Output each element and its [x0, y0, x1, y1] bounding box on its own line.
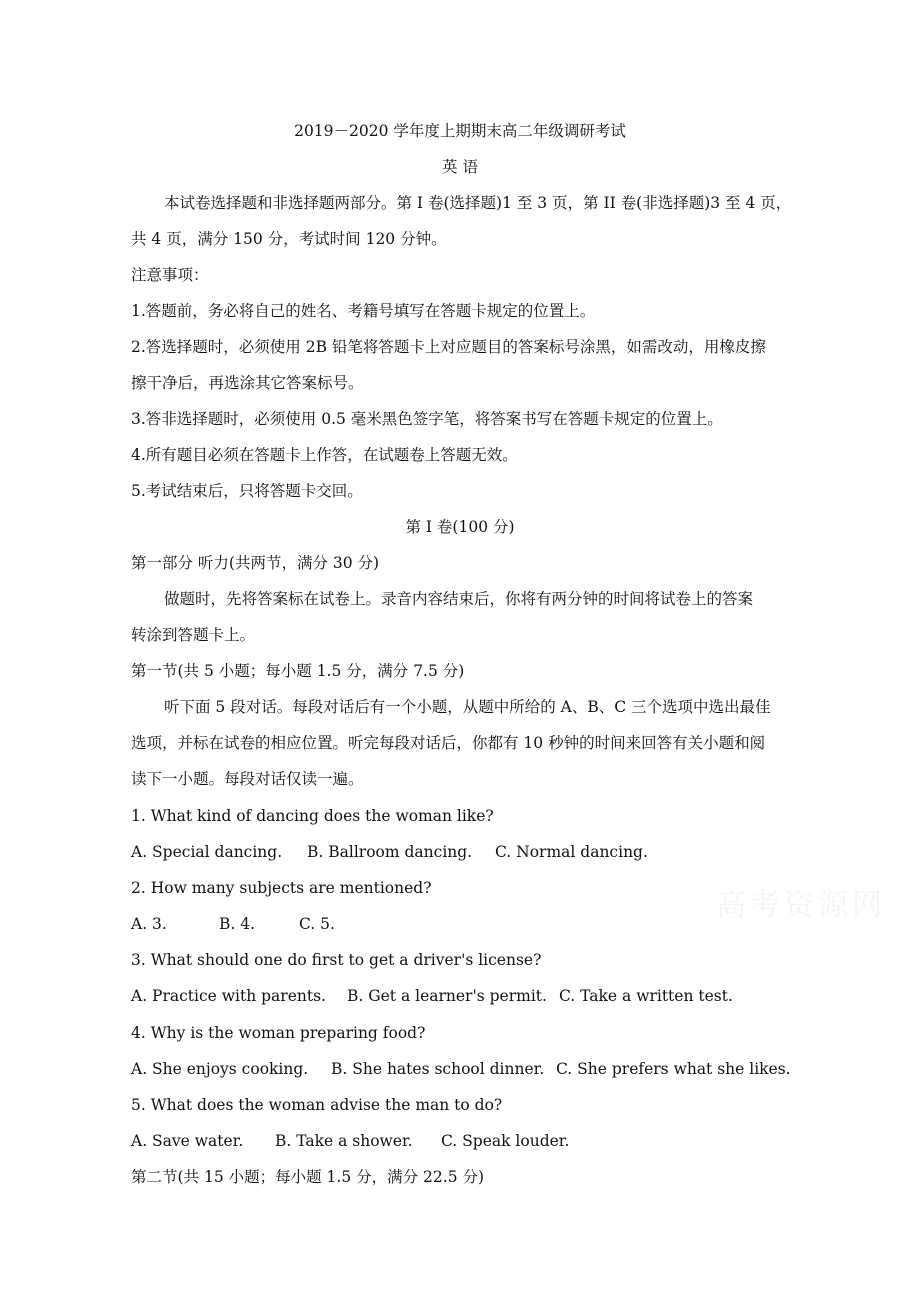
question-2-option-a: A. 3.: [131, 915, 167, 933]
question-2-option-c: C. 5.: [299, 915, 335, 933]
note-2-line-1: 2.答选择题时，必须使用 2B 铅笔将答题卡上对应题目的答案标号涂黑，如需改动，用橡皮擦: [131, 338, 766, 356]
note-1: 1.答题前，务必将自己的姓名、考籍号填写在答题卡规定的位置上。: [131, 302, 596, 320]
question-3: 3. What should one do first to get a driver's license?: [131, 951, 542, 969]
part-1-heading: 第一部分 听力(共两节，满分 30 分): [131, 554, 380, 572]
intro-line-1: 本试卷选择题和非选择题两部分。第 I 卷(选择题)1 至 3 页，第 II 卷(非选择题)3 至 4 页，: [164, 194, 792, 212]
question-5-option-c: C. Speak louder.: [441, 1132, 570, 1150]
question-1: 1. What kind of dancing does the woman like?: [131, 807, 494, 825]
part-1-instruction-2: 转涂到答题卡上。: [131, 626, 256, 644]
section-1-heading: 第一节(共 5 小题；每小题 1.5 分，满分 7.5 分): [131, 662, 465, 680]
subject-title: 英 语: [442, 158, 478, 176]
watermark: 高考资源网: [716, 888, 886, 923]
question-2: 2. How many subjects are mentioned?: [131, 879, 432, 897]
section-2-heading: 第二节(共 15 小题；每小题 1.5 分，满分 22.5 分): [131, 1168, 485, 1186]
question-4-option-c: C. She prefers what she likes.: [556, 1060, 791, 1078]
question-3-option-a: A. Practice with parents.: [131, 987, 326, 1005]
question-4-option-a: A. She enjoys cooking.: [131, 1060, 309, 1078]
question-3-option-b: B. Get a learner's permit.: [347, 987, 547, 1005]
note-2-line-2: 擦干净后，再选涂其它答案标号。: [131, 374, 364, 392]
question-5: 5. What does the woman advise the man to do?: [131, 1096, 503, 1114]
question-4-option-b: B. She hates school dinner.: [331, 1060, 545, 1078]
exam-title: 2019－2020 学年度上期期末高二年级调研考试: [294, 122, 626, 140]
intro-line-2: 共 4 页，满分 150 分，考试时间 120 分钟。: [131, 230, 447, 248]
section-1-instruction-3: 读下一小题。每段对话仅读一遍。: [131, 770, 364, 788]
question-2-option-b: B. 4.: [219, 915, 256, 933]
note-4: 4.所有题目必须在答题卡上作答，在试题卷上答题无效。: [131, 446, 518, 464]
question-1-option-b: B. Ballroom dancing.: [307, 843, 473, 861]
question-1-option-a: A. Special dancing.: [131, 843, 283, 861]
question-3-option-c: C. Take a written test.: [559, 987, 733, 1005]
question-5-option-a: A. Save water.: [131, 1132, 244, 1150]
notes-heading: 注意事项：: [131, 266, 209, 284]
section-1-instruction-2: 选项，并标在试卷的相应位置。听完每段对话后，你都有 10 秒钟的时间来回答有关小题和阅: [131, 734, 766, 752]
question-4: 4. Why is the woman preparing food?: [131, 1024, 426, 1042]
section-1-instruction-1: 听下面 5 段对话。每段对话后有一个小题，从题中所给的 A、B、C 三个选项中选出最佳: [164, 698, 771, 716]
volume-1-title: 第 I 卷(100 分): [405, 518, 515, 536]
part-1-instruction-1: 做题时，先将答案标在试卷上。录音内容结束后，你将有两分钟的时间将试卷上的答案: [164, 590, 754, 608]
question-5-option-b: B. Take a shower.: [275, 1132, 413, 1150]
note-3: 3.答非选择题时，必须使用 0.5 毫米黑色签字笔，将答案书写在答题卡规定的位置上。: [131, 410, 723, 428]
question-1-option-c: C. Normal dancing.: [495, 843, 648, 861]
note-5: 5.考试结束后，只将答题卡交回。: [131, 482, 363, 500]
